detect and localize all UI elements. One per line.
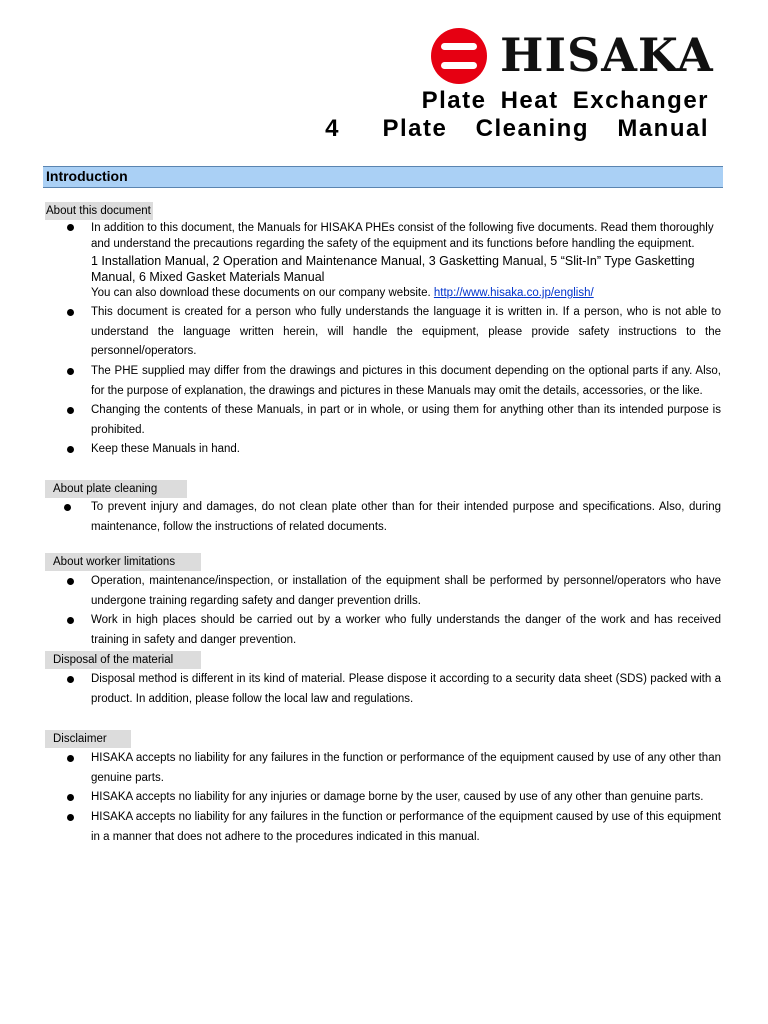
list-item: The PHE supplied may differ from the drawings and pictures in this document depending on the optional parts if any. Also, for the purpose of explanation, the drawings and pictures in these Manuals may omit the details, accessories, or the like. bbox=[91, 362, 721, 401]
list-item: Changing the contents of these Manuals, in part or in whole, or using them for anything other than its intended purpose is prohibited. bbox=[91, 401, 721, 440]
list-item: Work in high places should be carried out by a worker who fully understands the danger of the work and has received training in safety and danger prevention. bbox=[91, 611, 721, 650]
section-about-document: About this document bbox=[45, 202, 153, 220]
list-item: To prevent injury and damages, do not clean plate other than for their intended purpose and specifications. Also, during maintenance, follow the instructions of related documents. bbox=[91, 498, 721, 537]
list-item: HISAKA accepts no liability for any failures in the function or performance of the equipment caused by use of this equipment in a manner that does not adhere to the procedures indicated in this manual. bbox=[91, 808, 721, 847]
bullet-icon bbox=[67, 814, 74, 821]
list-item: HISAKA accepts no liability for any injuries or damage borne by the user, caused by use of any other than genuine parts. bbox=[91, 788, 721, 808]
list-item: HISAKA accepts no liability for any failures in the function or performance of the equipment caused by use of any other than genuine parts. bbox=[91, 749, 721, 788]
bullet-icon bbox=[67, 755, 74, 762]
logo-text: HISAKA bbox=[500, 28, 714, 82]
bullet-icon bbox=[67, 368, 74, 375]
list-item: Disposal method is different in its kind of material. Please dispose it according to a security data sheet (SDS) packed with a product. In addition, please follow the local law and regulations. bbox=[91, 670, 721, 709]
hisaka-logo bbox=[428, 26, 718, 86]
bullet-icon bbox=[67, 578, 74, 585]
list-item: This document is created for a person who fully understands the language it is written in. If a person, who is not able to understand the language written herein, will handle the equipment, please provide safety instructions to the personnel/operators. bbox=[91, 303, 721, 362]
website-link[interactable]: http://www.hisaka.co.jp/english/ bbox=[433, 287, 594, 299]
list-item: Keep these Manuals in hand. bbox=[91, 440, 721, 460]
bullet-icon bbox=[67, 617, 74, 624]
bullet-icon bbox=[67, 446, 74, 453]
section-plate-cleaning: About plate cleaning bbox=[45, 480, 187, 498]
hisaka-logo-mark-icon bbox=[431, 28, 487, 84]
introduction-bar bbox=[43, 166, 723, 188]
bullet-icon bbox=[67, 676, 74, 683]
list-item: In addition to this document, the Manuals for HISAKA PHEs consist of the following five documents. Read them thoroughly and understand the precautions regarding the safety of the equipment and its functions before handling the equipment. 1 Installation Manual, 2 Operation and Maintenance Manual, 3 Gasketting Manual, 5 “Slit-In” Type Gasketting Manual, 6 Mixed Gasket Materials Manual You can also download these documents on our company website. http://www.hisaka.co.jp/english/ bbox=[91, 220, 721, 301]
section-disposal: Disposal of the material bbox=[45, 651, 201, 669]
bullet-icon bbox=[67, 309, 74, 316]
title-manual: 4 Plate Cleaning Manual bbox=[325, 115, 709, 142]
bullet-icon bbox=[67, 407, 74, 414]
introduction-heading: Introduction bbox=[46, 168, 128, 184]
bullet-icon bbox=[67, 794, 74, 801]
section-worker-limitations: About worker limitations bbox=[45, 553, 201, 571]
bullet-icon bbox=[64, 504, 71, 511]
list-item: Operation, maintenance/inspection, or installation of the equipment shall be performed by personnel/operators who have undergone training regarding safety and danger prevention drills. bbox=[91, 572, 721, 611]
section-disclaimer: Disclaimer bbox=[45, 730, 131, 748]
title-product: Plate Heat Exchanger bbox=[421, 87, 709, 114]
bullet-icon bbox=[67, 224, 74, 231]
